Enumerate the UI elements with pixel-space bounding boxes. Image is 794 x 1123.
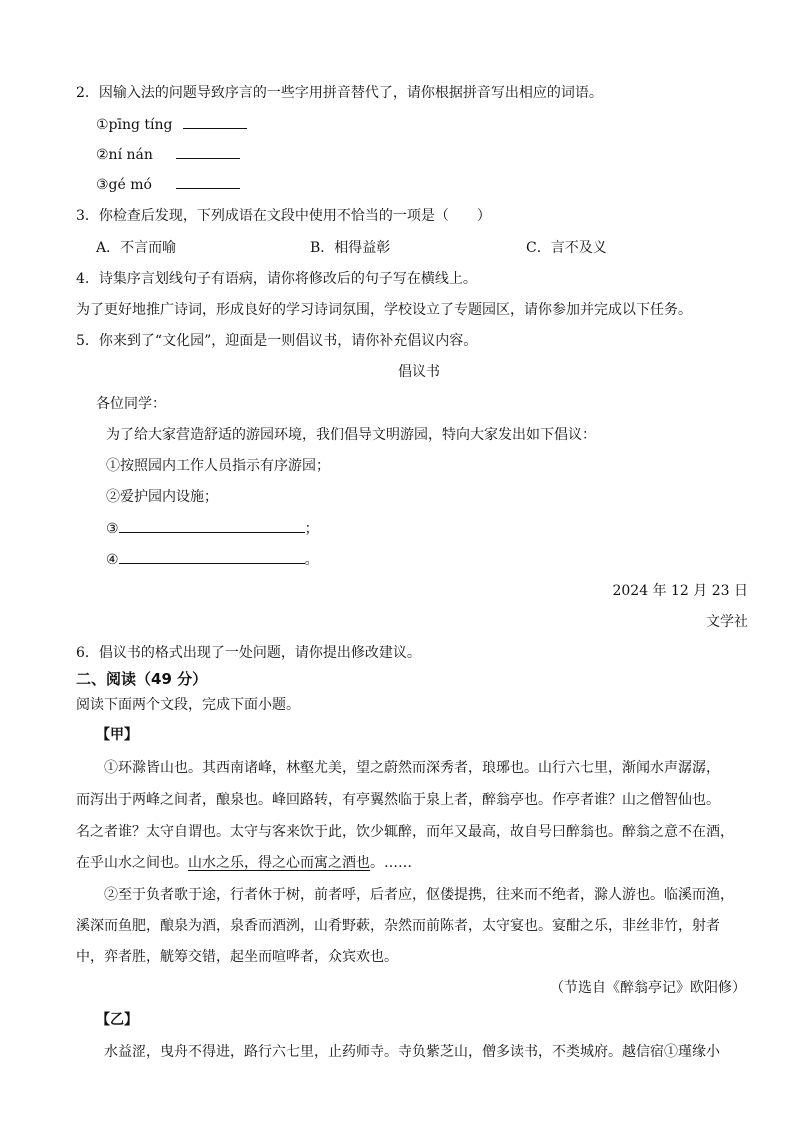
proposal-signature: 文学社 — [706, 614, 748, 630]
passage-jia-line: 名之者谁？太守自谓也。太守与客来饮于此，饮少辄醉，而年又最高，故自号曰醉翁也。醉翁之意不在酒， — [76, 824, 734, 840]
q2-item-3-label: ③gé mó — [96, 177, 152, 193]
q2-item-1 — [96, 114, 247, 135]
passage-text: 在乎山水之间也。 — [76, 855, 188, 871]
passage-jia-source: （节选自《醉翁亭记》欧阳修） — [550, 980, 746, 996]
section2-heading: 二、阅读（49 分） — [76, 670, 208, 688]
proposal-item-2: ②爱护园内设施； — [106, 489, 218, 505]
passage-jia-line: ②至于负者歌于途，行者休于树，前者呼，后者应，伛偻提携，往来而不绝者，滁人游也。临溪而渔， — [104, 887, 734, 903]
q4-stem: 4．诗集序言划线句子有语病，请你将修改后的句子写在横线上。 — [76, 271, 477, 287]
q3-option-b: B．相得益彰 — [310, 240, 391, 256]
q3-option-c: C．言不及义 — [526, 240, 607, 256]
passage-jia-line: 而泻出于两峰之间者，酿泉也。峰回路转，有亭翼然临于泉上者，醉翁亭也。作亭者谁？山之僧智仙也。 — [76, 792, 720, 808]
proposal-date: 2024 年 12 月 23 日 — [612, 583, 748, 599]
passage-jia-line: ①环滁皆山也。其西南诸峰，林壑尤美，望之蔚然而深秀者，琅琊也。山行六七里，渐闻水声潺潺， — [104, 760, 720, 776]
q2-item-3 — [96, 174, 240, 195]
q3-option-a: A．不言而喻 — [96, 240, 177, 256]
proposal-title: 倡议书 — [398, 364, 440, 380]
passage-yi-label: 【乙】 — [96, 1012, 138, 1028]
passage-text: 。…… — [370, 855, 412, 871]
proposal-item-3 — [106, 518, 319, 539]
passage-jia-line: 中，弈者胜，觥筹交错，起坐而喧哗者，众宾欢也。 — [76, 949, 398, 965]
q2-item-1-label: ①pīng tíng — [96, 117, 173, 133]
proposal-item-4 — [106, 549, 319, 570]
q2-item-2 — [96, 144, 240, 165]
section2-instruction: 阅读下面两个文段，完成下面小题。 — [76, 697, 300, 713]
q2-stem: 2．因输入法的问题导致序言的一些字用拼音替代了，请你根据拼音写出相应的词语。 — [76, 85, 603, 101]
answer-blank[interactable] — [183, 114, 247, 129]
proposal-item-4-label: ④ — [106, 552, 119, 568]
q2-item-2-label: ②ní nán — [96, 147, 153, 163]
passage-jia-line — [76, 853, 412, 873]
q5-stem: 5．你来到了“文化园”，迎面是一则倡议书，请你补充倡议内容。 — [76, 333, 478, 349]
proposal-item-4-end: 。 — [304, 552, 319, 568]
answer-blank[interactable] — [176, 174, 240, 189]
proposal-item-1: ①按照园内工作人员指示有序游园； — [106, 458, 330, 474]
answer-blank[interactable] — [119, 518, 305, 533]
q6-stem: 6．倡议书的格式出现了一处问题，请你提出修改建议。 — [76, 645, 421, 661]
proposal-intro: 为了给大家营造舒适的游园环境，我们倡导文明游园，特向大家发出如下倡议： — [106, 427, 596, 443]
task-intro: 为了更好地推广诗词，形成良好的学习诗词氛围，学校设立了专题园区，请你参加并完成以下任务。 — [76, 302, 692, 318]
q3-stem: 3．你检查后发现，下列成语在文段中使用不恰当的一项是（ ） — [76, 208, 491, 224]
passage-jia-line: 溪深而鱼肥，酿泉为酒，泉香而酒洌，山肴野蔌，杂然而前陈者，太守宴也。宴酣之乐，非丝非竹，射者 — [76, 918, 720, 934]
passage-jia-label: 【甲】 — [96, 727, 138, 743]
proposal-greeting: 各位同学： — [96, 396, 166, 412]
answer-blank[interactable] — [176, 144, 240, 159]
answer-blank[interactable] — [119, 549, 305, 564]
proposal-item-3-end: ； — [304, 521, 319, 537]
underlined-sentence: 山水之乐，得之心而寓之酒也 — [188, 855, 370, 871]
passage-yi-line: 水益涩，曳舟不得进，路行六七里，止药师寺。寺负紫芝山，僧多读书，不类城府。越信宿①瑾缘小 — [104, 1044, 720, 1060]
proposal-item-3-label: ③ — [106, 521, 119, 537]
